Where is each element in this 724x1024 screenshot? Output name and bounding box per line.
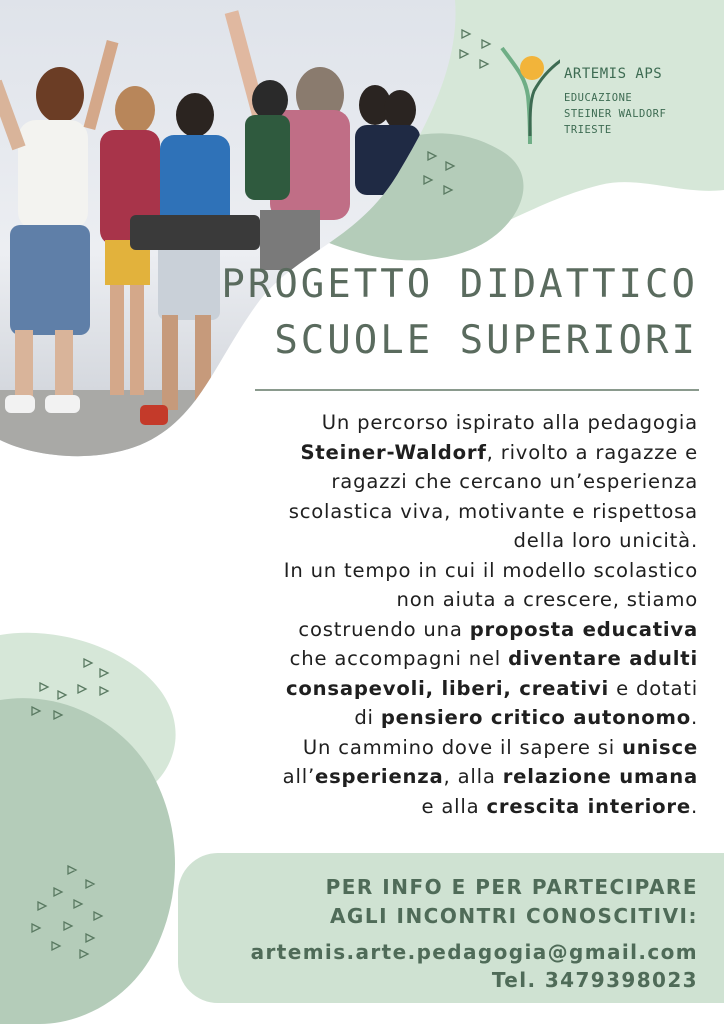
body-line: Un cammino dove il sapere si unisce [302, 735, 698, 759]
person-6 [355, 85, 420, 195]
body-line: e alla crescita interiore. [421, 794, 698, 818]
divider [255, 389, 699, 391]
brand-name: ARTEMIS APS [564, 66, 663, 82]
group-photo [0, 0, 460, 460]
logo-mark-icon [500, 36, 560, 146]
body-line: Steiner-Waldorf, rivolto a ragazze e [300, 440, 698, 464]
triangles-top-icon [456, 26, 496, 72]
title-line-2: SCUOLE SUPERIORI [274, 318, 698, 363]
body-line: In un tempo in cui il modello scolastico [283, 558, 698, 582]
body-line: di pensiero critico autonomo. [354, 706, 698, 729]
body-line: scolastica viva, motivante e rispettosa [288, 499, 698, 523]
body-line: Un percorso ispirato alla pedagogia [321, 411, 698, 434]
brand-line-3: TRIESTE [564, 124, 612, 136]
body-line: costruendo una proposta educativa [298, 617, 698, 641]
triangles-left-icon [28, 655, 120, 725]
contact-heading-1: PER INFO E PER PARTECIPARE [325, 875, 698, 899]
contact-heading-2: AGLI INCONTRI CONOSCITIVI: [329, 904, 698, 928]
triangles-mid-icon [418, 148, 462, 198]
body-line: che accompagni nel diventare adulti [289, 647, 698, 670]
brand-line-1: EDUCAZIONE [564, 92, 633, 104]
title-line-1: PROGETTO DIDATTICO [221, 262, 698, 307]
brand-line-2: STEINER WALDORF [564, 108, 667, 120]
body-line: ragazzi che cercano un’esperienza [331, 470, 698, 493]
contact-phone[interactable]: Tel. 3479398023 [491, 968, 698, 992]
body-line: non aiuta a crescere, stiamo [396, 588, 698, 611]
body-line: all’esperienza, alla relazione umana [282, 765, 698, 788]
body-line: consapevoli, liberi, creativi e dotati [285, 676, 698, 700]
artemis-logo [500, 36, 710, 156]
triangles-bottom-icon [24, 862, 118, 962]
body-line: della loro unicità. [513, 529, 698, 552]
body-paragraph [138, 408, 698, 821]
contact-email-link[interactable]: artemis.arte.pedagogia@gmail.com [250, 940, 698, 964]
